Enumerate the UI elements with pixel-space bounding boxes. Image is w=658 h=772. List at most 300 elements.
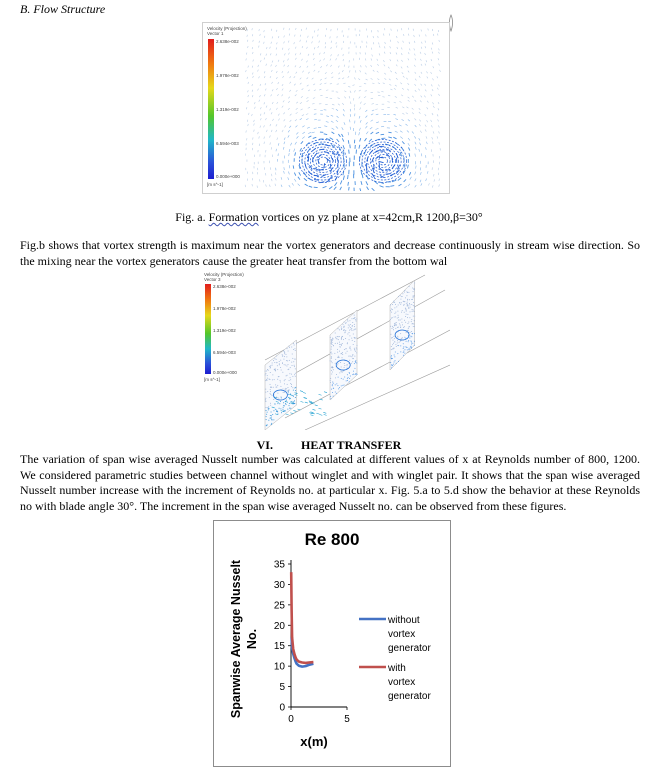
plane-vector: [336, 374, 337, 375]
plane-vector: [282, 409, 283, 410]
plane-vector: [394, 348, 395, 349]
plane-vector: [331, 374, 332, 375]
plane-vector: [347, 319, 348, 320]
vector-arrow: [301, 141, 303, 144]
figure-b-legend-value: 0.000e+000: [213, 370, 237, 375]
vector-arrow: [421, 29, 422, 31]
plane-vector: [341, 367, 342, 368]
vector-arrow: [371, 65, 372, 67]
vector-arrow: [331, 132, 334, 134]
figure-b-colorbar: [205, 284, 211, 374]
plane-vector: [393, 364, 394, 365]
vector-arrow: [271, 94, 272, 96]
vector-arrow: [420, 180, 421, 182]
plane-vector: [391, 364, 392, 365]
vector-arrow: [403, 41, 404, 43]
plane-vector: [273, 410, 274, 411]
plane-vector: [394, 362, 395, 363]
vector-arrow: [325, 46, 326, 48]
vector-arrow: [408, 100, 410, 101]
vector-arrow: [438, 58, 439, 60]
vector-arrow: [421, 72, 422, 74]
vector-arrow: [288, 135, 289, 137]
vector-arrow: [433, 131, 434, 133]
vector-arrow: [371, 103, 373, 104]
plane-vector: [356, 363, 357, 364]
y-tick-label: 5: [279, 682, 285, 694]
vector-arrow: [390, 52, 391, 54]
vector-arrow: [431, 59, 432, 61]
vector-arrow: [433, 106, 434, 108]
plane-vector: [394, 307, 395, 308]
plane-vector: [356, 345, 357, 346]
vector-arrow: [301, 59, 302, 61]
vector-arrow: [365, 110, 367, 112]
vector-arrow: [348, 182, 349, 186]
plane-vector: [274, 358, 275, 359]
section-heading: [0, 438, 658, 453]
vector-arrow: [265, 83, 266, 85]
plane-vector: [345, 330, 346, 331]
plane-vector: [347, 378, 348, 379]
plane-vector: [411, 342, 412, 343]
vector-arrow: [294, 35, 295, 37]
vector-arrow: [318, 35, 319, 37]
vector-arrow: [407, 130, 409, 132]
plane-vector: [349, 339, 350, 340]
plane-vector: [411, 348, 412, 349]
plane-vector: [347, 351, 348, 352]
plane-vector: [331, 339, 332, 340]
plane-vector: [344, 367, 345, 368]
vector-arrow: [337, 116, 339, 118]
plane-vector: [408, 330, 409, 331]
vector-arrow: [408, 120, 410, 122]
vector-arrow: [350, 91, 351, 93]
figure-b-legend-subtitle: Vector 3: [204, 277, 221, 282]
plane-vector: [401, 322, 402, 323]
plane-vector: [331, 349, 332, 350]
vector-arrow: [415, 142, 416, 145]
vector-arrow: [421, 47, 422, 49]
plane-vector: [281, 369, 282, 370]
vector-arrow: [402, 107, 404, 108]
plane-vector: [274, 403, 275, 404]
plane-vector: [273, 360, 274, 361]
plane-vector: [337, 385, 338, 386]
vector-arrow: [302, 46, 303, 48]
y-tick-label: 10: [273, 661, 285, 673]
vector-arrow: [288, 65, 289, 67]
vector-arrow: [308, 36, 309, 38]
vector-arrow: [266, 47, 267, 49]
vector-arrow: [312, 103, 314, 104]
vector-arrow: [360, 108, 361, 110]
plane-vector: [283, 407, 284, 408]
vector-arrow: [371, 98, 373, 99]
vector-arrow: [420, 143, 421, 146]
spray-vector: [319, 394, 322, 395]
vector-arrow: [314, 128, 317, 129]
plane-vector: [332, 381, 333, 382]
vector-arrow: [414, 35, 415, 37]
vector-arrow: [275, 172, 276, 174]
vector-arrow: [313, 98, 315, 99]
vector-arrow: [348, 76, 349, 78]
plane-vector: [341, 329, 342, 330]
vector-arrow: [438, 30, 439, 32]
vector-arrow: [415, 72, 416, 74]
vector-arrow: [275, 184, 276, 186]
vector-arrow: [284, 35, 285, 37]
vector-arrow: [408, 184, 410, 186]
vector-arrow: [314, 30, 315, 32]
vector-arrow: [358, 79, 360, 80]
plane-vector: [271, 412, 272, 413]
vector-arrow: [427, 77, 428, 79]
plane-vector: [281, 396, 282, 397]
plane-vector: [335, 363, 336, 364]
plane-vector: [395, 323, 396, 324]
legend-label: generator: [388, 691, 431, 702]
vector-arrow: [266, 64, 267, 66]
figure-b-legend-value: 2.638e-002: [213, 284, 236, 289]
vector-arrow: [425, 53, 426, 55]
vector-arrow: [434, 174, 435, 176]
figure-a-caption-rest: vortices on yz plane at x=42cm,R 1200,β=30°: [261, 210, 483, 224]
vector-arrow: [284, 119, 285, 121]
vector-arrow: [296, 90, 298, 92]
vector-arrow: [290, 82, 291, 84]
plane-vector: [355, 351, 356, 352]
plane-vector: [398, 317, 399, 318]
plane-vector: [277, 411, 278, 412]
vector-arrow: [282, 84, 283, 86]
vector-arrow: [410, 177, 412, 180]
vector-arrow: [253, 60, 254, 62]
vector-arrow: [288, 130, 290, 132]
vector-arrow: [432, 137, 433, 139]
plane-vector: [341, 337, 342, 338]
plane-vector: [293, 361, 294, 362]
vector-arrow: [300, 35, 301, 37]
plane-vector: [341, 345, 342, 346]
spray-vector: [323, 412, 326, 413]
vector-arrow: [414, 41, 415, 43]
plane-vector: [409, 303, 410, 304]
vector-arrow: [434, 179, 435, 181]
vector-arrow: [431, 125, 432, 127]
plane-vector: [270, 394, 271, 395]
plane-vector: [273, 387, 274, 388]
vector-arrow: [336, 58, 337, 60]
vector-arrow: [272, 82, 273, 84]
plane-vector: [279, 403, 280, 404]
vector-arrow: [306, 114, 308, 115]
plane-vector: [335, 337, 336, 338]
plane-vector: [409, 307, 410, 308]
vector-arrow: [254, 123, 255, 125]
plane-vector: [271, 424, 272, 425]
plane-vector: [342, 343, 343, 344]
vector-arrow: [439, 64, 440, 66]
vector-arrow: [408, 147, 409, 150]
vector-arrow: [433, 66, 434, 68]
vector-arrow: [283, 28, 284, 30]
plane-vector: [277, 393, 278, 394]
vector-arrow: [439, 131, 440, 133]
vector-arrow: [290, 120, 292, 122]
plane-vector: [398, 315, 399, 316]
plane-vector: [293, 349, 294, 350]
vector-arrow: [439, 48, 440, 50]
vector-arrow: [264, 102, 265, 104]
vector-arrow: [402, 88, 404, 89]
vector-arrow: [426, 142, 427, 144]
plane-vector: [272, 395, 273, 396]
plane-vector: [292, 365, 293, 366]
plane-vector: [342, 371, 343, 372]
plane-vector: [290, 383, 291, 384]
vector-arrow: [425, 125, 426, 127]
vector-arrow: [331, 41, 332, 43]
plane-vector: [354, 329, 355, 330]
spray-vector: [305, 402, 308, 403]
plane-vector: [287, 360, 288, 361]
plane-vector: [413, 316, 414, 317]
vector-arrow: [432, 43, 433, 45]
plane-vector: [330, 382, 331, 383]
plane-vector: [354, 315, 355, 316]
plane-vector: [339, 329, 340, 330]
plane-vector: [276, 355, 277, 356]
plane-vector: [274, 362, 275, 363]
vector-arrow: [421, 64, 422, 66]
plane-vector: [340, 362, 341, 363]
vector-arrow: [419, 149, 420, 152]
vector-arrow: [252, 95, 253, 97]
plane-vector: [337, 349, 338, 350]
vector-arrow: [314, 109, 316, 110]
spray-vector: [300, 401, 303, 402]
plane-vector: [409, 317, 410, 318]
plane-vector: [331, 346, 332, 347]
figure-a-caption-prefix: Fig. a.: [175, 210, 206, 224]
plane-vector: [282, 372, 283, 373]
plane-vector: [287, 348, 288, 349]
plane-vector: [331, 358, 332, 359]
vector-arrow: [366, 79, 368, 80]
vector-arrow: [338, 54, 339, 56]
vector-arrow: [248, 95, 249, 97]
plane-vector: [337, 364, 338, 365]
vector-arrow: [294, 173, 295, 176]
plane-vector: [405, 308, 406, 309]
vector-arrow: [269, 185, 270, 187]
plane-vector: [408, 307, 409, 308]
spray-vector: [319, 414, 322, 415]
vector-arrow: [248, 113, 249, 115]
vector-arrow: [415, 90, 416, 92]
vector-arrow: [369, 139, 372, 142]
vector-arrow: [359, 128, 360, 131]
vector-arrow: [338, 98, 340, 99]
plane-vector: [265, 400, 266, 401]
vector-arrow: [395, 96, 397, 97]
vector-arrow: [320, 83, 322, 84]
spray-vector: [324, 414, 327, 415]
plane-vector: [409, 304, 410, 305]
plane-vector: [393, 343, 394, 344]
plane-vector: [281, 397, 282, 398]
vector-arrow: [270, 76, 271, 78]
plane-vector: [286, 360, 287, 361]
vector-arrow: [278, 36, 279, 38]
vector-arrow: [276, 88, 277, 90]
plane-vector: [334, 353, 335, 354]
plane-vector: [350, 356, 351, 357]
vector-arrow: [272, 102, 273, 104]
plane-vector: [282, 363, 283, 364]
plane-vector: [407, 305, 408, 306]
vector-arrow: [415, 147, 416, 150]
plane-vector: [407, 299, 408, 300]
vector-arrow: [344, 97, 346, 99]
series-line: [291, 572, 313, 663]
plane-vector: [273, 419, 274, 420]
vector-arrow: [406, 107, 408, 108]
plane-vector: [398, 304, 399, 305]
plane-vector: [341, 378, 342, 379]
plane-vector: [412, 311, 413, 312]
plane-vector: [351, 328, 352, 329]
vector-arrow: [409, 42, 410, 44]
vector-arrow: [330, 59, 331, 61]
vector-arrow: [360, 120, 361, 123]
plane-vector: [402, 293, 403, 294]
plane-vector: [289, 405, 290, 406]
vector-arrow: [276, 124, 277, 126]
plane-vector: [332, 342, 333, 343]
vector-arrow: [282, 89, 283, 91]
plane-vector: [288, 392, 289, 393]
plane-vector: [337, 352, 338, 353]
plane-vector: [330, 378, 331, 379]
plane-vector: [277, 365, 278, 366]
y-tick-label: 25: [273, 600, 285, 612]
plane-vector: [394, 354, 395, 355]
plane-vector: [277, 369, 278, 370]
vector-arrow: [326, 116, 329, 117]
vector-arrow: [412, 131, 414, 133]
vector-arrow: [302, 71, 303, 73]
plane-vector: [352, 322, 353, 323]
plane-vector: [414, 333, 415, 334]
figure-a-caption: [0, 210, 658, 225]
plane-vector: [275, 370, 276, 371]
plane-vector: [284, 411, 285, 412]
plane-vector: [391, 346, 392, 347]
vector-arrow: [376, 128, 379, 129]
vector-arrow: [294, 84, 295, 86]
plane-vector: [279, 364, 280, 365]
vector-arrow: [312, 78, 314, 79]
vector-arrow: [402, 72, 403, 74]
vector-arrow: [437, 76, 438, 78]
plane-vector: [294, 366, 295, 367]
vector-arrow: [324, 126, 327, 127]
vector-arrow: [408, 52, 409, 54]
plane-vector: [333, 338, 334, 339]
plane-vector: [280, 401, 281, 402]
vector-arrow: [284, 142, 285, 144]
plane-vector: [280, 408, 281, 409]
vector-arrow: [431, 84, 432, 86]
y-tick-label: 35: [273, 559, 285, 571]
vector-arrow: [407, 89, 409, 91]
vector-arrow: [309, 186, 312, 187]
plane-vector: [347, 343, 348, 344]
plane-vector: [339, 387, 340, 388]
plane-vector: [355, 374, 356, 375]
spray-vector: [312, 409, 315, 410]
x-tick-label: 5: [344, 714, 350, 725]
vector-arrow: [264, 142, 265, 144]
plane-vector: [335, 332, 336, 333]
vector-arrow: [271, 130, 272, 132]
plane-vector: [288, 390, 289, 391]
vector-arrow: [378, 42, 379, 44]
plane-vector: [390, 319, 391, 320]
vector-arrow: [308, 132, 311, 133]
figure-a-legend-value: 1.319e-002: [216, 107, 239, 112]
vector-arrow: [290, 143, 291, 146]
vector-arrow: [419, 35, 420, 37]
plane-vector: [275, 384, 276, 385]
plane-vector: [391, 367, 392, 368]
plane-vector: [391, 356, 392, 357]
vector-arrow: [325, 35, 326, 37]
vector-arrow: [293, 165, 294, 168]
vortex-core: [370, 150, 395, 173]
plane-vector: [409, 338, 410, 339]
vector-arrow: [437, 88, 438, 90]
vector-arrow: [320, 95, 322, 96]
vector-arrow: [283, 147, 284, 150]
vector-arrow: [246, 107, 247, 109]
vector-arrow: [384, 64, 385, 66]
plane-vector: [266, 410, 267, 411]
plane-vector: [397, 340, 398, 341]
plane-vector: [348, 324, 349, 325]
vector-arrow: [295, 119, 297, 121]
vector-arrow: [428, 171, 429, 174]
plane-vector: [292, 387, 293, 388]
plane-vector: [332, 385, 333, 386]
vector-arrow: [247, 40, 248, 42]
plane-vector: [399, 302, 400, 303]
vector-arrow: [379, 46, 380, 48]
vector-arrow: [324, 83, 326, 84]
vector-arrow: [408, 28, 409, 30]
plane-vector: [353, 358, 354, 359]
vector-arrow: [296, 108, 298, 109]
vector-arrow: [438, 102, 439, 104]
plane-vector: [390, 362, 391, 363]
plane-vector: [351, 330, 352, 331]
vector-arrow: [366, 132, 368, 135]
plane: [265, 340, 297, 430]
